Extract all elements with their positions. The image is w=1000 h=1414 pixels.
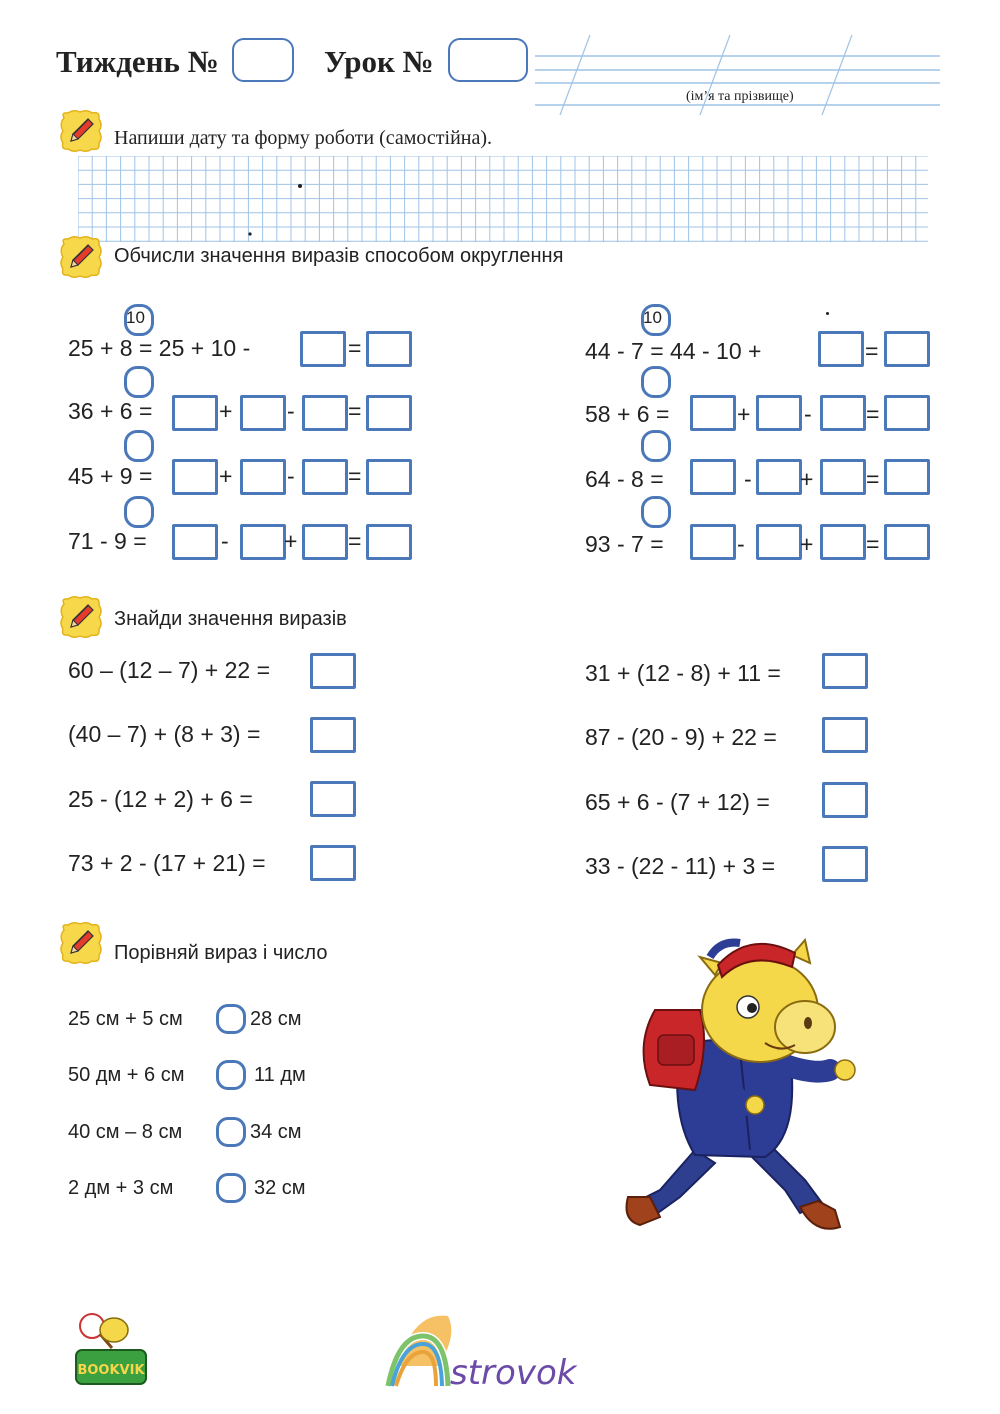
task-3-text: Знайди значення виразів bbox=[114, 608, 347, 630]
expression: 73 + 2 - (17 + 21) = bbox=[68, 850, 266, 876]
answer-box[interactable] bbox=[172, 395, 218, 431]
lesson-label: Урок № bbox=[324, 44, 434, 79]
answer-box[interactable] bbox=[884, 524, 930, 560]
operator: = bbox=[866, 531, 880, 557]
compare-right: 28 см bbox=[250, 1008, 302, 1030]
answer-box[interactable] bbox=[366, 395, 412, 431]
operator: = bbox=[866, 401, 880, 427]
expression: 25 - (12 + 2) + 6 = bbox=[68, 786, 253, 812]
answer-box[interactable] bbox=[366, 524, 412, 560]
operator: + bbox=[219, 398, 233, 424]
compare-left: 40 см – 8 см bbox=[68, 1121, 183, 1143]
answer-box[interactable] bbox=[172, 524, 218, 560]
operator: - bbox=[287, 398, 295, 424]
operator: = bbox=[348, 335, 362, 361]
answer-box[interactable] bbox=[690, 395, 736, 431]
operator: - bbox=[804, 401, 812, 427]
answer-box[interactable] bbox=[240, 395, 286, 431]
operator: = bbox=[348, 398, 362, 424]
ostrovok-logo bbox=[378, 1306, 603, 1396]
rounding-expression: 25 + 8 = 25 + 10 - bbox=[68, 335, 251, 361]
stray-dot bbox=[826, 312, 829, 315]
answer-box[interactable] bbox=[822, 846, 868, 882]
answer-box[interactable] bbox=[310, 845, 356, 881]
operator: + bbox=[800, 531, 814, 557]
answer-box[interactable] bbox=[822, 782, 868, 818]
rounding-expression: 93 - 7 = bbox=[585, 531, 664, 557]
pencil-icon bbox=[58, 234, 104, 280]
task-4-text: Порівняй вираз і число bbox=[114, 942, 328, 964]
name-writing-lines[interactable] bbox=[530, 30, 950, 120]
rounding-oval[interactable] bbox=[124, 496, 154, 528]
compare-sign-circle[interactable] bbox=[216, 1060, 246, 1090]
operator: = bbox=[865, 338, 879, 364]
compare-sign-circle[interactable] bbox=[216, 1117, 246, 1147]
rounding-oval[interactable] bbox=[641, 366, 671, 398]
operator: - bbox=[744, 466, 752, 492]
expression: (40 – 7) + (8 + 3) = bbox=[68, 721, 261, 747]
rounding-expression: 71 - 9 = bbox=[68, 528, 147, 554]
rounding-expression: 44 - 7 = 44 - 10 + bbox=[585, 338, 762, 364]
answer-box[interactable] bbox=[884, 459, 930, 495]
answer-box[interactable] bbox=[822, 653, 868, 689]
operator: + bbox=[284, 528, 298, 554]
answer-box[interactable] bbox=[300, 331, 346, 367]
operator: = bbox=[348, 528, 362, 554]
answer-box[interactable] bbox=[690, 524, 736, 560]
answer-box[interactable] bbox=[240, 459, 286, 495]
rounding-oval[interactable] bbox=[124, 366, 154, 398]
bookvik-logo bbox=[62, 1298, 158, 1394]
answer-box[interactable] bbox=[884, 331, 930, 367]
rounding-oval-label: 10 bbox=[643, 308, 662, 327]
answer-box[interactable] bbox=[756, 524, 802, 560]
operator: + bbox=[737, 401, 751, 427]
week-label: Тиждень № bbox=[56, 44, 219, 79]
task-1-text: Напиши дату та форму роботи (самостійна). bbox=[114, 127, 493, 149]
lesson-number-box[interactable] bbox=[448, 38, 528, 82]
rounding-expression: 45 + 9 = bbox=[68, 463, 153, 489]
compare-left: 2 дм + 3 см bbox=[68, 1177, 174, 1199]
compare-right: 34 см bbox=[250, 1121, 302, 1143]
rounding-expression: 64 - 8 = bbox=[585, 466, 664, 492]
answer-box[interactable] bbox=[756, 459, 802, 495]
answer-box[interactable] bbox=[822, 717, 868, 753]
answer-box[interactable] bbox=[756, 395, 802, 431]
hippo-schoolboy-illustration bbox=[600, 935, 870, 1255]
compare-sign-circle[interactable] bbox=[216, 1173, 246, 1203]
answer-box[interactable] bbox=[172, 459, 218, 495]
operator: + bbox=[219, 463, 233, 489]
name-caption: (ім’я та прізвище) bbox=[686, 89, 794, 104]
compare-sign-circle[interactable] bbox=[216, 1004, 246, 1034]
operator: - bbox=[287, 463, 295, 489]
week-number-box[interactable] bbox=[232, 38, 294, 82]
compare-right: 32 см bbox=[254, 1177, 306, 1199]
bookvik-logo-text: BOOKVIK bbox=[77, 1363, 145, 1378]
rounding-oval[interactable] bbox=[641, 430, 671, 462]
pencil-icon bbox=[58, 594, 104, 640]
rounding-oval[interactable] bbox=[124, 430, 154, 462]
answer-box[interactable] bbox=[302, 395, 348, 431]
answer-box[interactable] bbox=[366, 331, 412, 367]
expression: 31 + (12 - 8) + 11 = bbox=[585, 660, 781, 686]
answer-box[interactable] bbox=[302, 459, 348, 495]
operator: - bbox=[221, 528, 229, 554]
rounding-oval[interactable] bbox=[641, 496, 671, 528]
expression: 65 + 6 - (7 + 12) = bbox=[585, 789, 770, 815]
operator: + bbox=[800, 466, 814, 492]
answer-box[interactable] bbox=[310, 653, 356, 689]
compare-right: 11 дм bbox=[254, 1064, 306, 1086]
expression: 33 - (22 - 11) + 3 = bbox=[585, 853, 776, 879]
answer-box[interactable] bbox=[884, 395, 930, 431]
answer-box[interactable] bbox=[690, 459, 736, 495]
ostrovok-logo-text: strovok bbox=[450, 1353, 577, 1393]
task-2-text: Обчисли значення виразів способом округлення bbox=[114, 245, 564, 267]
answer-box[interactable] bbox=[820, 524, 866, 560]
answer-box[interactable] bbox=[240, 524, 286, 560]
operator: = bbox=[866, 466, 880, 492]
answer-box[interactable] bbox=[820, 459, 866, 495]
answer-box[interactable] bbox=[302, 524, 348, 560]
expression: 87 - (20 - 9) + 22 = bbox=[585, 724, 777, 750]
compare-left: 25 см + 5 см bbox=[68, 1008, 183, 1030]
answer-box[interactable] bbox=[818, 331, 864, 367]
operator: = bbox=[348, 463, 362, 489]
pencil-icon bbox=[58, 920, 104, 966]
answer-box[interactable] bbox=[820, 395, 866, 431]
answer-box[interactable] bbox=[310, 781, 356, 817]
answer-box[interactable] bbox=[366, 459, 412, 495]
compare-left: 50 дм + 6 см bbox=[68, 1064, 185, 1086]
answer-box[interactable] bbox=[310, 717, 356, 753]
writing-grid[interactable] bbox=[78, 156, 930, 244]
rounding-oval-label: 10 bbox=[126, 308, 145, 327]
pencil-icon bbox=[58, 108, 104, 154]
rounding-expression: 36 + 6 = bbox=[68, 398, 153, 424]
expression: 60 – (12 – 7) + 22 = bbox=[68, 657, 271, 683]
operator: - bbox=[737, 531, 745, 557]
rounding-expression: 58 + 6 = bbox=[585, 401, 670, 427]
